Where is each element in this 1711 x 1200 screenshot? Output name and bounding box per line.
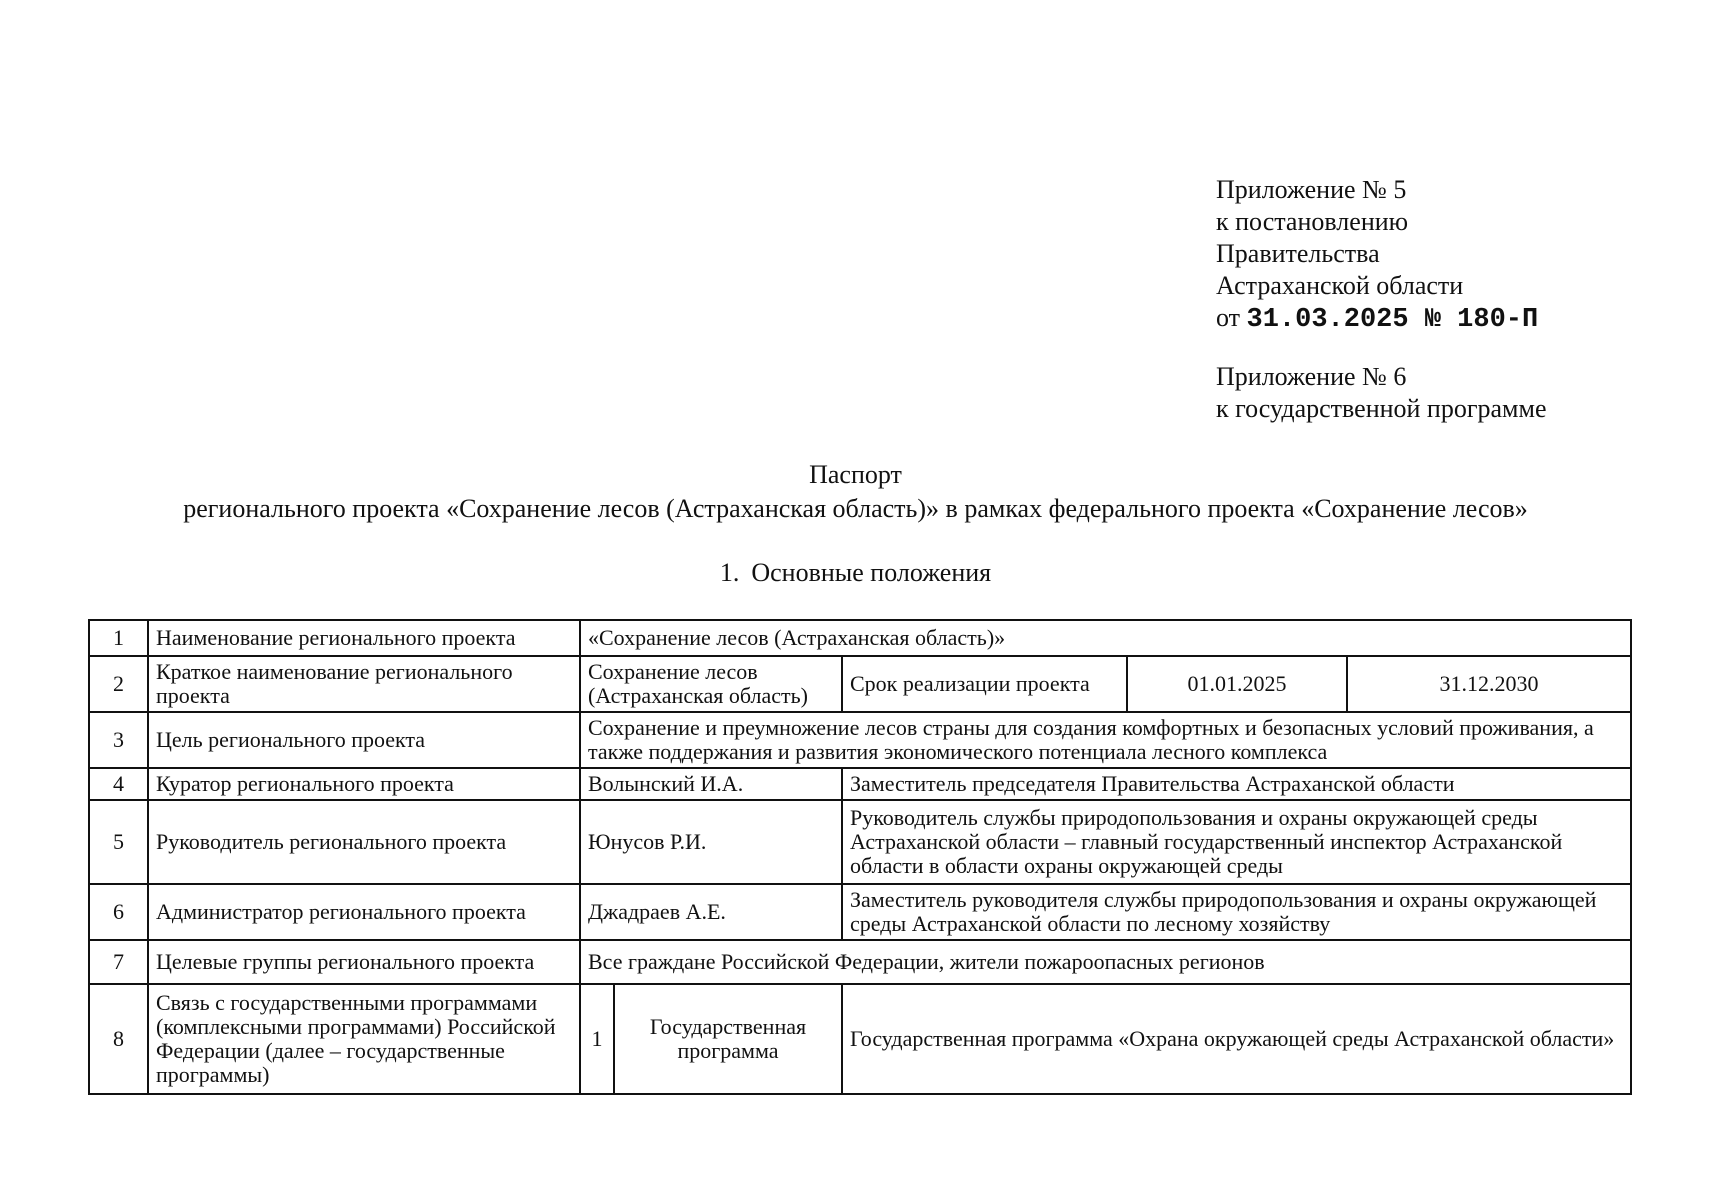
- row-label: Краткое наименование регионального проекта: [148, 656, 580, 712]
- row-value: «Сохранение лесов (Астраханская область)»: [580, 620, 1631, 656]
- table-row: [89, 984, 1631, 1094]
- row-number: 5: [89, 800, 148, 884]
- annex-line: Приложение № 6: [1216, 362, 1407, 391]
- row-label: Куратор регионального проекта: [148, 768, 580, 800]
- row-value: Сохранение лесов (Астраханская область): [580, 656, 842, 712]
- approval-line: Астраханской области: [1216, 271, 1464, 300]
- table-row: [89, 712, 1631, 768]
- row-number: 2: [89, 656, 148, 712]
- title-line: регионального проекта «Сохранение лесов (Астраханская область)» в рамках федерального проекта «Сохранение лесов»: [183, 494, 1528, 523]
- date-prefix: от: [1216, 303, 1241, 332]
- approval-line: Правительства: [1216, 239, 1380, 268]
- table-row: [89, 768, 1631, 800]
- person-position: Заместитель руководителя службы природопользования и охраны окружающей среды Астраханской области по лесному хозяйству: [842, 884, 1631, 940]
- approval-date: [1216, 302, 1538, 336]
- row-number: 8: [89, 984, 148, 1094]
- person-position: Заместитель председателя Правительства Астраханской области: [842, 768, 1631, 800]
- sub-label: Государственная программа: [614, 984, 842, 1094]
- table-row: [89, 884, 1631, 940]
- document-title: [0, 458, 1711, 526]
- person-name: Волынский И.А.: [580, 768, 842, 800]
- period-label: Срок реализации проекта: [842, 656, 1127, 712]
- person-name: Джадраев А.Е.: [580, 884, 842, 940]
- date-stamp: 31.03.2025 № 180-П: [1246, 305, 1539, 335]
- row-number: 1: [89, 620, 148, 656]
- row-number: 4: [89, 768, 148, 800]
- row-label: Администратор регионального проекта: [148, 884, 580, 940]
- row-value: Государственная программа «Охрана окружающей среды Астраханской области»: [842, 984, 1631, 1094]
- row-label: Связь с государственными программами (комплексными программами) Российской Федерации (далее – государственные программы): [148, 984, 580, 1094]
- approval-line: к постановлению: [1216, 207, 1409, 236]
- table-row: [89, 656, 1631, 712]
- row-label: Руководитель регионального проекта: [148, 800, 580, 884]
- row-number: 3: [89, 712, 148, 768]
- row-value: Сохранение и преумножение лесов страны для создания комфортных и безопасных условий проживания, а также поддержания и развития экономического потенциала лесного комплекса: [580, 712, 1631, 768]
- person-name: Юнусов Р.И.: [580, 800, 842, 884]
- approval-line: Приложение № 5: [1216, 175, 1407, 204]
- person-position: Руководитель службы природопользования и охраны окружающей среды Астраханской области – главный государственный инспектор Астраханской области в области охраны окружающей среды: [842, 800, 1631, 884]
- section-title: Основные положения: [751, 558, 992, 587]
- table-row: [89, 940, 1631, 984]
- period-start: 01.01.2025: [1127, 656, 1347, 712]
- section-heading: [0, 558, 1711, 588]
- row-label: Наименование регионального проекта: [148, 620, 580, 656]
- row-number: 6: [89, 884, 148, 940]
- row-label: Цель регионального проекта: [148, 712, 580, 768]
- passport-table: [88, 619, 1632, 1095]
- section-number: 1.: [719, 558, 740, 587]
- title-line: Паспорт: [809, 460, 902, 489]
- approval-block: [1216, 174, 1538, 336]
- sub-number: 1: [580, 984, 614, 1094]
- row-number: 7: [89, 940, 148, 984]
- table-row: [89, 800, 1631, 884]
- annex-block: [1216, 361, 1547, 425]
- annex-line: к государственной программе: [1216, 394, 1547, 423]
- table-row: [89, 620, 1631, 656]
- row-label: Целевые группы регионального проекта: [148, 940, 580, 984]
- row-value: Все граждане Российской Федерации, жители пожароопасных регионов: [580, 940, 1631, 984]
- period-end: 31.12.2030: [1347, 656, 1631, 712]
